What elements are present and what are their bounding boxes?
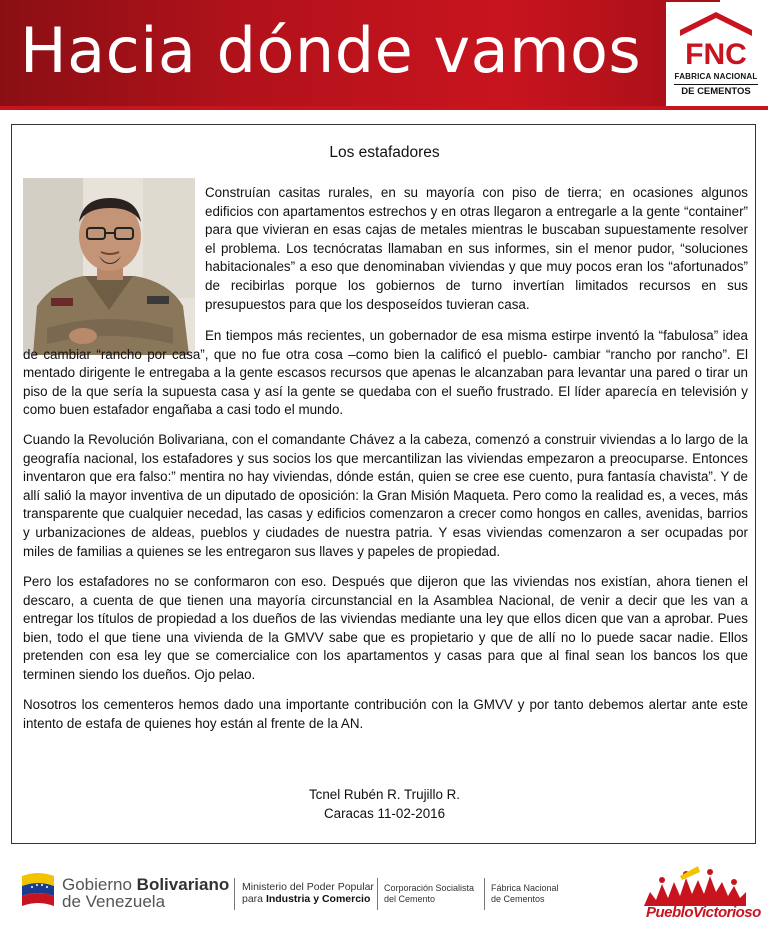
article-paragraph-1: Construían casitas rurales, en su mayoría con piso de tierra; en ocasiones algunos edificios con apartamentos estrechos y en otras llegaron a entregarle a la gente “container” para que vivieran en esas cajas de metales mientras le buscaban supuestamente resolver el problema. Los tecnócratas llamaban en sus informes, sin el menor pudor, “soluciones habitacionales” a eso que denominaban viviendas y que muy pocos eran los “afortunados” de recibirlas porque los gobiernos de turno invertían limitados recursos en sus presupuestos para que los desposeídos tuvieran casa.	[205, 185, 748, 312]
page-footer	[0, 860, 768, 934]
article-paragraph-2-text: En tiempos más recientes, un gobernador de esa misma estirpe inventó la “fabulosa” idea de cambiar “rancho por casa”, que no fue otra cosa –como bien la calificó el pueblo- cambiar “rancho por rancho”. El mentado dirigente le entregaba a la gente escasos recursos que apenas le alcanzaban para levantar una pared o tirar un piso de la que sería la supuesta casa y así la gente se quedaba con el sueño frustrado. El líder aparecía en televisión y como buen estafador engañaba a casi todo el mundo.	[23, 328, 748, 418]
footer-divider	[234, 878, 235, 910]
author-name: Tcnel Rubén R. Trujillo R.	[308, 787, 461, 802]
page-title: Hacia dónde vamos	[20, 14, 642, 87]
fabrica-nacional-label: Fábrica Nacional de Cementos	[491, 883, 559, 904]
gobierno-bolivariano-label: Gobierno Bolivariano de Venezuela	[62, 875, 230, 911]
place-date: Caracas 11-02-2016	[323, 806, 446, 821]
logo-line-1: FABRICA NACIONAL	[674, 72, 758, 81]
header-underline	[0, 106, 768, 110]
signature-block	[12, 785, 757, 823]
logo-initials: FNC	[685, 38, 747, 68]
fnc-logo	[666, 2, 766, 106]
footer-divider	[377, 878, 378, 910]
page-header	[0, 0, 768, 108]
fnc-logo-icon	[672, 8, 760, 68]
article-paragraph-4: Pero los estafadores no se conformaron con eso. Después que dijeron que las viviendas nos existían, ahora tienen el descaro, a cuenta de que tienen una mayoría circunstancial en la Asamblea Nacional, de venir a decir que les van a entregar los títulos de propiedad a los dueños de las viviendas mediante una ley que ellos dicen que van a aprobar. Pues bien, todo el que tiene una vivienda de la GMVV sabe que es propietario y que de allí no lo puede sacar nadie. Ellos pretenden con esa ley que se comercialice con los apartamentos y casas para que al final sean los bancos los que terminen siendo los dueños. Ojo pelao.	[23, 574, 748, 682]
article-paragraph-5: Nosotros los cementeros hemos dado una importante contribución con la GMVV y por tanto debemos alertar ante este intento de estafa de quienes hoy están al frente de la AN.	[23, 697, 748, 731]
article-paragraph-2	[23, 327, 748, 420]
ministry-label: Ministerio del Poder Popular para Industria y Comercio	[242, 881, 374, 905]
footer-divider	[484, 878, 485, 910]
article-title: Los estafadores	[329, 144, 440, 161]
corporacion-label: Corporación Socialista del Cemento	[384, 883, 475, 904]
article-paragraph-3: Cuando la Revolución Bolivariana, con el comandante Chávez a la cabeza, comenzó a construir viviendas a lo largo de la geografía nacional, los estafadores y sus socios los que mercantilizan las viviendas empezaron a preocuparse. Entonces inventaron que era falso:” mentira no hay viviendas, dónde están, quien se cree ese cuento, pura fantasía chavista”. Y de allí salió la mayor inventiva de un diputado de oposición: la Gran Misión Maqueta. Pero como la realidad es, a veces, más transparente que cualquier necedad, las casas y edificios comenzaron a crecer como hongos en calles, avenidas, barrios y urbanizaciones de aldeas, pueblos y ciudades de nuestra patria. Y esas viviendas comenzaron a ser ocupadas por miles de familias a quienes se les entregaron sus llaves y papeles de propiedad.	[23, 432, 748, 559]
pueblo-victorioso-label: PuebloVictorioso	[646, 904, 761, 921]
article-frame	[11, 124, 756, 844]
venezuela-flag-icon	[20, 870, 56, 910]
logo-line-2: DE CEMENTOS	[674, 84, 758, 97]
